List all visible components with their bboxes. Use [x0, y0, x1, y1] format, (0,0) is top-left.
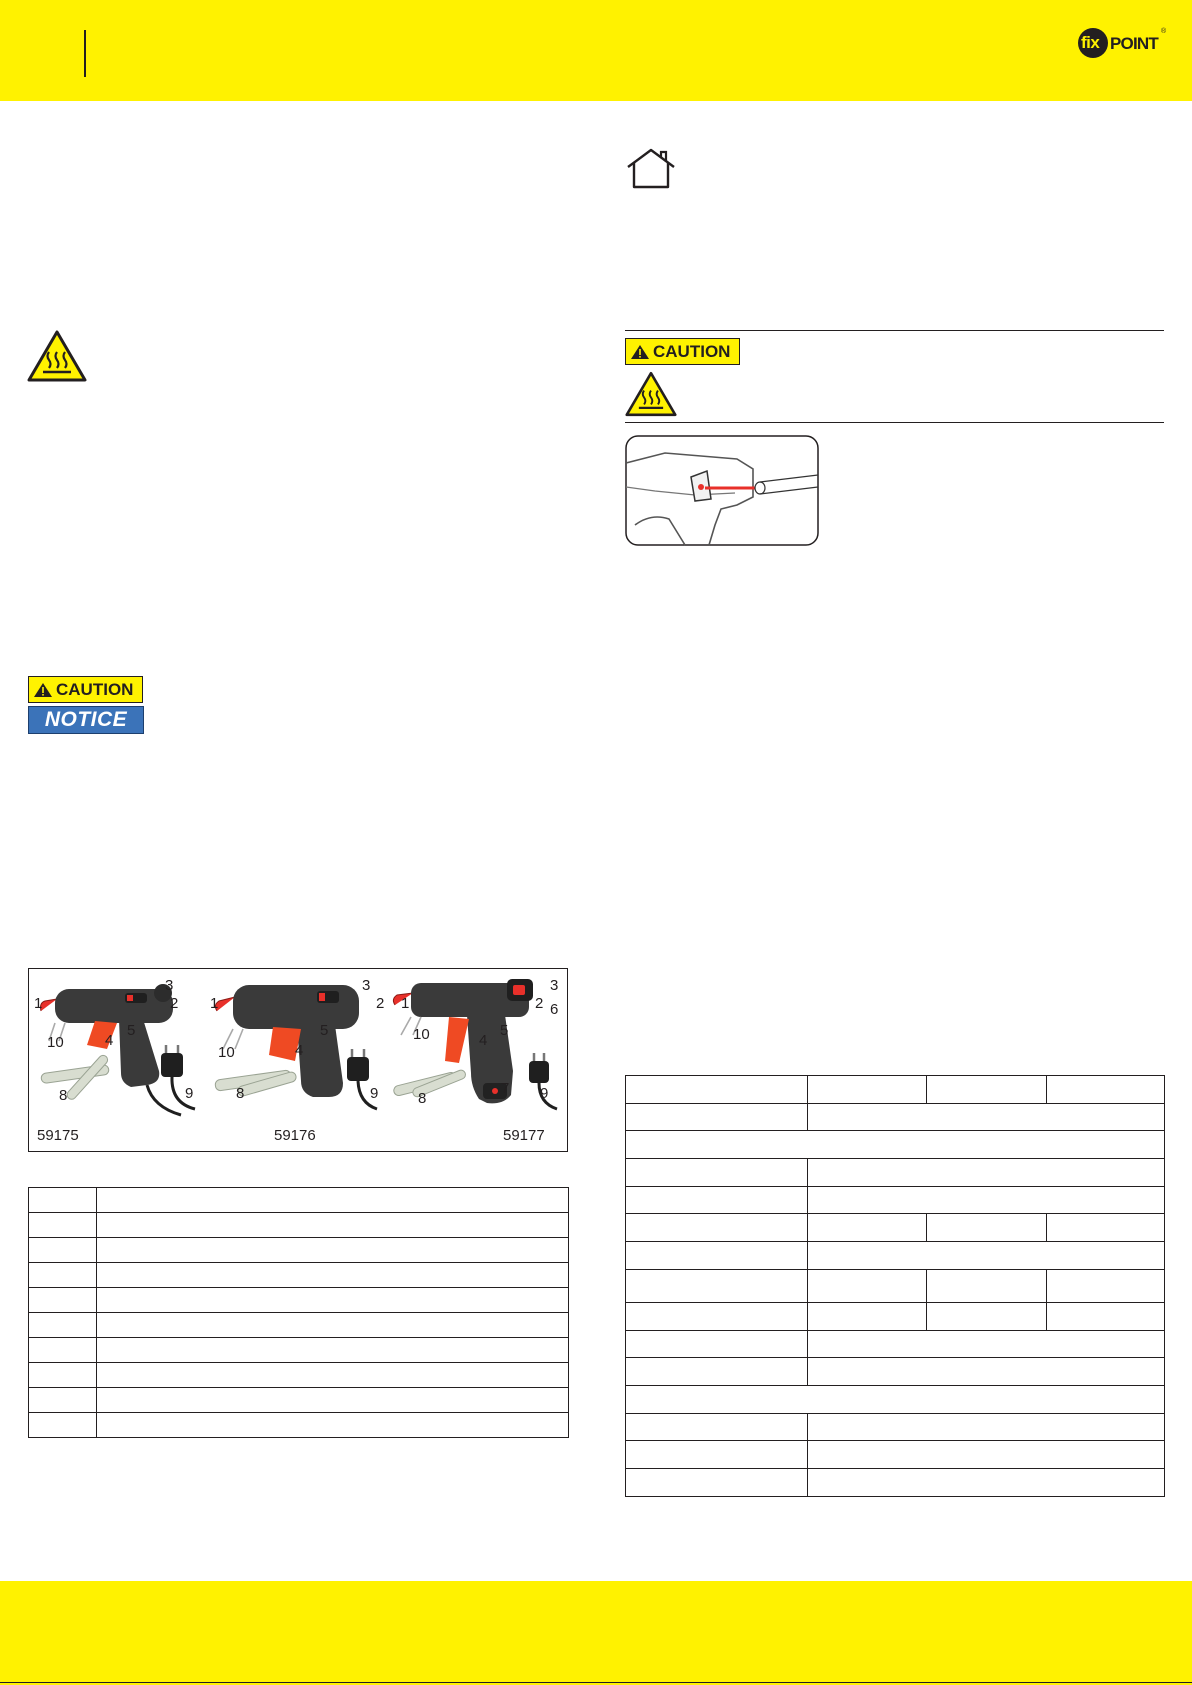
table-cell — [97, 1263, 569, 1288]
table-cell — [808, 1413, 1165, 1441]
table-cell — [927, 1269, 1047, 1302]
callout-2: 2 — [170, 995, 179, 1012]
table-cell — [29, 1413, 97, 1438]
callout-4: 4 — [479, 1032, 488, 1049]
notice-label: NOTICE — [44, 708, 128, 731]
callout-5: 5 — [127, 1022, 136, 1039]
table-cell — [29, 1313, 97, 1338]
model-code-59175: 59175 — [37, 1127, 79, 1144]
table-cell — [97, 1388, 569, 1413]
table-cell — [626, 1413, 808, 1441]
table-cell — [626, 1468, 808, 1496]
table-row — [626, 1468, 1165, 1496]
table-cell — [626, 1159, 808, 1187]
callout-4: 4 — [295, 1042, 304, 1059]
table-row — [29, 1313, 569, 1338]
table-section-row — [626, 1385, 1165, 1413]
table-cell — [29, 1363, 97, 1388]
table-cell — [1047, 1214, 1165, 1242]
caution-block-top-rule — [625, 330, 1164, 331]
callout-2: 2 — [376, 995, 385, 1012]
table-cell — [808, 1186, 1165, 1214]
table-cell — [29, 1238, 97, 1263]
callout-9: 9 — [540, 1085, 549, 1102]
table-cell — [29, 1263, 97, 1288]
callout-7: 7 — [501, 1080, 510, 1097]
table-section-row — [626, 1131, 1165, 1159]
table-cell — [97, 1338, 569, 1363]
table-cell — [626, 1242, 808, 1270]
table-cell — [1047, 1302, 1165, 1330]
callout-5: 5 — [500, 1022, 509, 1039]
table-cell — [97, 1238, 569, 1263]
table-cell — [808, 1076, 927, 1104]
table-cell — [626, 1441, 808, 1469]
product-overview-figure — [28, 968, 568, 1152]
table-cell — [808, 1242, 1165, 1270]
logo-registered-mark: ® — [1161, 28, 1167, 35]
table-cell — [29, 1188, 97, 1213]
fixpoint-logo — [1078, 28, 1167, 58]
table-row — [626, 1076, 1165, 1104]
table-cell — [808, 1441, 1165, 1469]
technical-data-table — [625, 1075, 1165, 1497]
table-row — [29, 1263, 569, 1288]
table-cell — [626, 1302, 808, 1330]
table-cell — [626, 1214, 808, 1242]
table-row — [626, 1330, 1165, 1358]
callout-1: 1 — [401, 995, 410, 1012]
table-row — [626, 1385, 1165, 1413]
callout-9: 9 — [185, 1085, 194, 1102]
table-row — [29, 1238, 569, 1263]
table-cell — [808, 1358, 1165, 1386]
table-row — [626, 1302, 1165, 1330]
callout-8: 8 — [59, 1087, 68, 1104]
table-cell — [808, 1159, 1165, 1187]
table-cell — [626, 1076, 808, 1104]
table-cell — [1047, 1076, 1165, 1104]
table-cell — [1047, 1269, 1165, 1302]
table-cell — [626, 1186, 808, 1214]
table-row — [626, 1159, 1165, 1187]
table-cell — [29, 1288, 97, 1313]
caution-sign — [28, 676, 143, 703]
table-cell — [808, 1330, 1165, 1358]
hot-surface-warning-icon — [27, 330, 87, 382]
table-row — [626, 1269, 1165, 1302]
footer-rule — [0, 1682, 1192, 1683]
table-cell — [97, 1363, 569, 1388]
callout-4: 4 — [105, 1032, 114, 1049]
callout-10: 10 — [413, 1026, 430, 1043]
table-row — [626, 1413, 1165, 1441]
glue-stick-insertion-illustration — [625, 435, 819, 546]
model-code-59177: 59177 — [503, 1127, 545, 1144]
caution-sign-right — [625, 338, 740, 365]
table-row — [29, 1288, 569, 1313]
callout-3: 3 — [362, 977, 371, 994]
table-cell — [97, 1188, 569, 1213]
table-row — [29, 1388, 569, 1413]
table-row — [29, 1363, 569, 1388]
table-row — [29, 1338, 569, 1363]
table-row — [626, 1186, 1165, 1214]
table-row — [626, 1358, 1165, 1386]
callout-3: 3 — [550, 977, 559, 994]
logo-point-text: POINT — [1110, 34, 1158, 53]
callout-3: 3 — [165, 977, 174, 994]
parts-list-table — [28, 1187, 569, 1438]
callout-2: 2 — [535, 995, 544, 1012]
callout-1: 1 — [34, 995, 43, 1012]
caution-triangle-icon — [33, 682, 53, 698]
model-code-59176: 59176 — [274, 1127, 316, 1144]
table-cell — [927, 1302, 1047, 1330]
table-cell — [626, 1103, 808, 1131]
house-icon — [625, 147, 677, 189]
table-cell — [927, 1214, 1047, 1242]
table-row — [626, 1131, 1165, 1159]
logo-fix-text: fix — [1081, 33, 1100, 52]
footer-band — [0, 1581, 1192, 1685]
table-cell — [97, 1213, 569, 1238]
table-cell — [927, 1076, 1047, 1104]
table-row — [626, 1214, 1165, 1242]
table-cell — [808, 1302, 927, 1330]
table-cell — [97, 1413, 569, 1438]
table-row — [626, 1103, 1165, 1131]
callout-8: 8 — [418, 1090, 427, 1107]
callout-5: 5 — [320, 1022, 329, 1039]
caution-triangle-icon — [630, 344, 650, 360]
notice-sign — [28, 706, 144, 734]
callout-1: 1 — [210, 995, 219, 1012]
callout-10: 10 — [47, 1034, 64, 1051]
table-cell — [626, 1358, 808, 1386]
table-cell — [808, 1103, 1165, 1131]
table-cell — [29, 1213, 97, 1238]
table-cell — [29, 1388, 97, 1413]
table-row — [29, 1188, 569, 1213]
table-row — [626, 1242, 1165, 1270]
table-cell — [29, 1338, 97, 1363]
caution-block-bottom-rule — [625, 422, 1164, 423]
table-row — [29, 1413, 569, 1438]
table-cell — [808, 1269, 927, 1302]
table-row — [29, 1213, 569, 1238]
callout-8: 8 — [236, 1085, 245, 1102]
table-cell — [808, 1214, 927, 1242]
caution-label: CAUTION — [56, 680, 134, 699]
hot-surface-warning-icon — [625, 371, 677, 417]
callout-9: 9 — [370, 1085, 379, 1102]
header-divider — [84, 30, 86, 77]
table-cell — [97, 1288, 569, 1313]
table-cell — [626, 1269, 808, 1302]
table-row — [626, 1441, 1165, 1469]
table-cell — [97, 1313, 569, 1338]
header-band — [0, 0, 1192, 101]
callout-6: 6 — [550, 1001, 559, 1018]
table-cell — [808, 1468, 1165, 1496]
table-cell — [626, 1330, 808, 1358]
caution-label-right: CAUTION — [653, 342, 731, 361]
callout-10: 10 — [218, 1044, 235, 1061]
